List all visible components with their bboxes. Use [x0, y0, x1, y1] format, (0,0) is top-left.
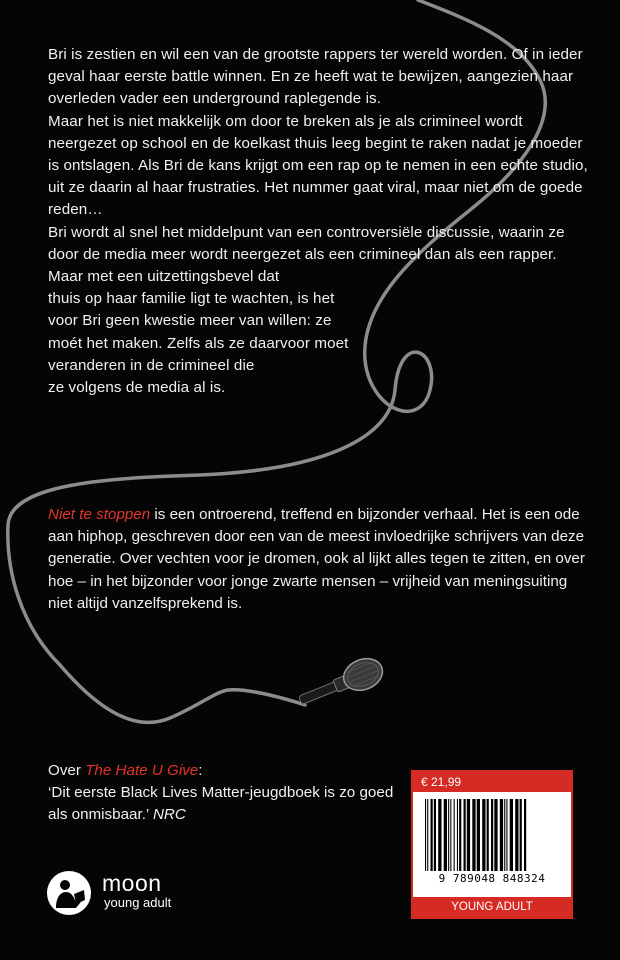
publisher-name: moon: [102, 870, 162, 896]
barcode-stripe: [444, 799, 447, 871]
isbn-number: 9 789048 848324: [438, 872, 546, 885]
barcode-stripe: [450, 799, 451, 871]
blurb-paragraph-3: Bri wordt al snel het middelpunt van een controversiële discussie, waarin ze door de media meer wordt neergezet als een crimineel dan als een rapper.: [48, 223, 565, 263]
blurb-narrow-line: voor Bri geen kwestie meer van willen: ze: [48, 312, 332, 330]
quote-source: NRC: [152, 806, 186, 824]
barcode-stripe: [491, 799, 493, 871]
microphone-icon: [294, 653, 387, 714]
barcode-stripe: [524, 799, 526, 871]
barcode-stripe: [500, 799, 503, 871]
barcode-stripe: [472, 799, 475, 871]
barcode-stripe: [431, 799, 433, 871]
barcode-stripe: [467, 799, 470, 871]
barcode-stripe: [494, 799, 497, 871]
blurb-narrow-line: moét het maken. Zelfs als ze daarvoor moet: [48, 334, 349, 352]
publisher-imprint: young adult: [104, 895, 172, 910]
barcode-stripe: [477, 799, 480, 871]
barcode-stripe: [427, 799, 428, 871]
quote-body: [48, 782, 408, 826]
moon-reading-child-icon: [46, 870, 92, 916]
barcode-stripe: [459, 799, 461, 871]
publisher-logo-block: [46, 870, 216, 920]
barcode-stripe: [464, 799, 466, 871]
barcode-stripe: [510, 799, 513, 871]
barcode-stripe: [434, 799, 436, 871]
barcode-stripe: [425, 799, 426, 871]
blurb-paragraph-1: Bri is zestien en wil een van de grootste rappers ter wereld worden. Of in ieder geval haar eerste battle winnen. En ze heeft wat te bewijzen, aangezien haar overleden vader een underground raplegende is.: [48, 46, 583, 108]
book-blurb: [48, 44, 588, 399]
barcode-stripe: [454, 799, 455, 871]
blurb-narrow-line: ze volgens de media al is.: [48, 379, 226, 397]
barcode-stripe: [457, 799, 458, 871]
barcode-stripe: [482, 799, 485, 871]
quote-heading: [48, 760, 408, 782]
book-pitch: [48, 504, 593, 615]
quote-text: ‘Dit eerste Black Lives Matter-jeugdboek is zo goed als onmisbaar.’: [48, 784, 394, 824]
category-label: YOUNG ADULT: [413, 897, 571, 917]
barcode-stripe: [515, 799, 518, 871]
blurb-narrow-line: thuis op haar familie ligt te wachten, is het: [48, 290, 335, 308]
quote-book-title: The Hate U Give: [85, 762, 199, 779]
barcode-stripe: [438, 799, 441, 871]
blurb-narrow-line: veranderen in de crimineel die: [48, 356, 255, 374]
barcode-bars: [423, 799, 561, 871]
price-tag: € 21,99: [413, 772, 571, 792]
press-quote: [48, 760, 408, 827]
pitch-book-title: Niet te stoppen: [48, 506, 151, 523]
quote-intro: Over: [48, 762, 86, 779]
blurb-paragraph-2: Maar het is niet makkelijk om door te breken als je als crimineel wordt neergezet op school en de koelkast thuis leeg begint te raken nadat je moeder is ontslagen. Als Bri de kans krijgt om een rap op te nemen in een echte studio, uit ze daarin al haar frustraties. Het nummer gaat viral, maar niet om de goede reden…: [48, 112, 588, 219]
barcode-stripe: [448, 799, 449, 871]
quote-colon: :: [198, 762, 203, 779]
blurb-narrow-line: Maar met een uitzettingsbevel dat: [48, 268, 280, 286]
barcode-stripe: [487, 799, 489, 871]
barcode-stripe: [506, 799, 507, 871]
barcode-stripe: [520, 799, 522, 871]
barcode-stripe: [504, 799, 505, 871]
barcode-label: [411, 770, 573, 919]
pitch-text: is een ontroerend, treffend en bijzonder verhaal. Het is een ode aan hiphop, geschreven door een van de meest invloedrijke schrijvers van deze generatie. Over vechten voor je dromen, ook al lijkt alles tegen te zitten, en over hoe – in het bijzonder voor jonge zwarte mensen – vrijheid van meningsuiting niet altijd vanzelfsprekend is.: [48, 506, 585, 612]
